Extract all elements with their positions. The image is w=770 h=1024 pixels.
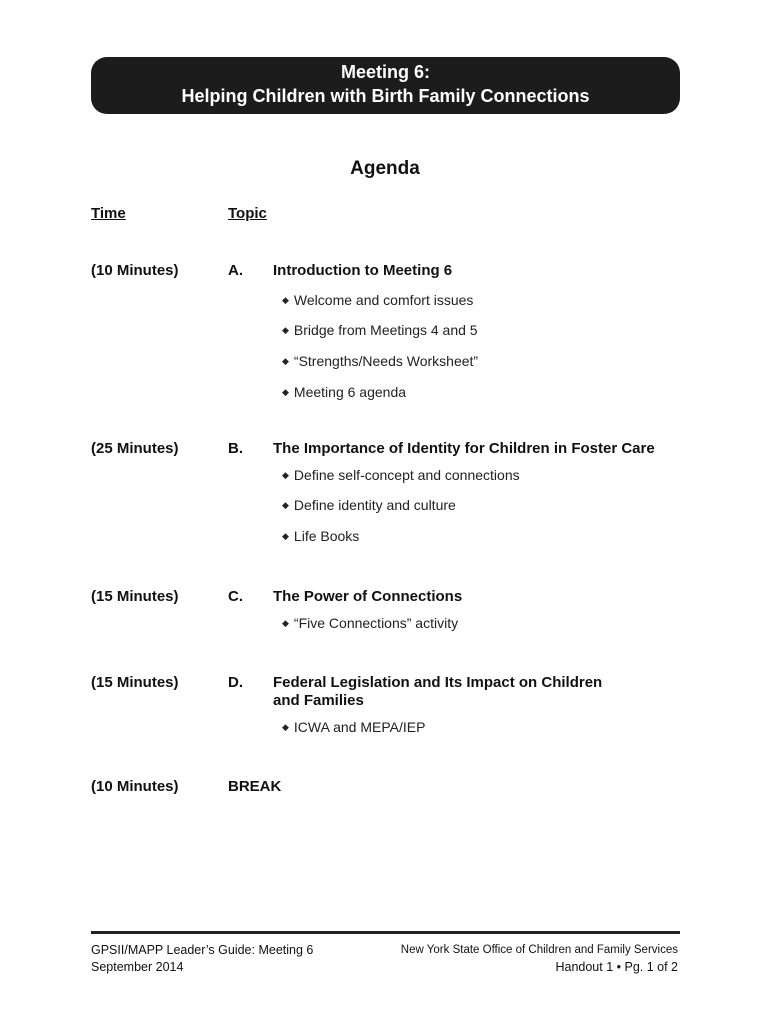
list-item: ◆ “Strengths/Needs Worksheet” [282,353,479,369]
diamond-bullet-icon: ◆ [282,722,289,732]
section-b-letter: B. [228,440,243,457]
list-item: ◆ “Five Connections” activity [282,615,459,631]
meeting-title-banner [91,57,680,114]
list-item: ◆ Welcome and comfort issues [282,292,474,308]
meeting-number: Meeting 6: [340,62,430,82]
footer-page-number: Handout 1 • Pg. 1 of 2 [555,960,678,974]
section-d-time: (15 Minutes) [91,674,179,691]
section-b-time: (25 Minutes) [91,440,179,457]
diamond-bullet-icon: ◆ [282,387,289,397]
section-d-title-line1: Federal Legislation and Its Impact on Children [273,674,603,691]
section-b-title: The Importance of Identity for Children in Foster Care [273,440,655,457]
section-c-title: The Power of Connections [273,588,463,605]
break-label: BREAK [228,778,282,795]
section-c-time: (15 Minutes) [91,588,179,605]
diamond-bullet-icon: ◆ [282,531,289,541]
diamond-bullet-icon: ◆ [282,295,289,305]
diamond-bullet-icon: ◆ [282,618,289,628]
section-a-time: (10 Minutes) [91,262,179,279]
list-item: ◆ Define self-concept and connections [282,467,520,483]
section-a-title: Introduction to Meeting 6 [273,262,453,279]
list-item: ◆ ICWA and MEPA/IEP [282,719,426,735]
footer-agency: New York State Office of Children and Family Services [400,944,678,956]
list-item: ◆ Meeting 6 agenda [282,384,407,400]
meeting-title: Helping Children with Birth Family Connections [181,86,590,106]
diamond-bullet-icon: ◆ [282,500,289,510]
diamond-bullet-icon: ◆ [282,470,289,480]
topic-column-header: Topic [228,205,267,222]
list-item: ◆ Life Books [282,528,360,544]
agenda-heading: Agenda [350,158,420,179]
footer-divider [91,931,680,934]
break-time: (10 Minutes) [91,778,179,795]
section-c-letter: C. [228,588,243,605]
section-d-title-line2: and Families [273,692,364,709]
section-a-letter: A. [228,262,243,279]
footer-guide-title: GPSII/MAPP Leader’s Guide: Meeting 6 [91,943,314,957]
time-column-header: Time [91,205,126,222]
footer-date: September 2014 [91,960,184,974]
list-item: ◆ Define identity and culture [282,497,456,513]
diamond-bullet-icon: ◆ [282,325,289,335]
diamond-bullet-icon: ◆ [282,356,289,366]
section-d-letter: D. [228,674,243,691]
list-item: ◆ Bridge from Meetings 4 and 5 [282,322,478,338]
